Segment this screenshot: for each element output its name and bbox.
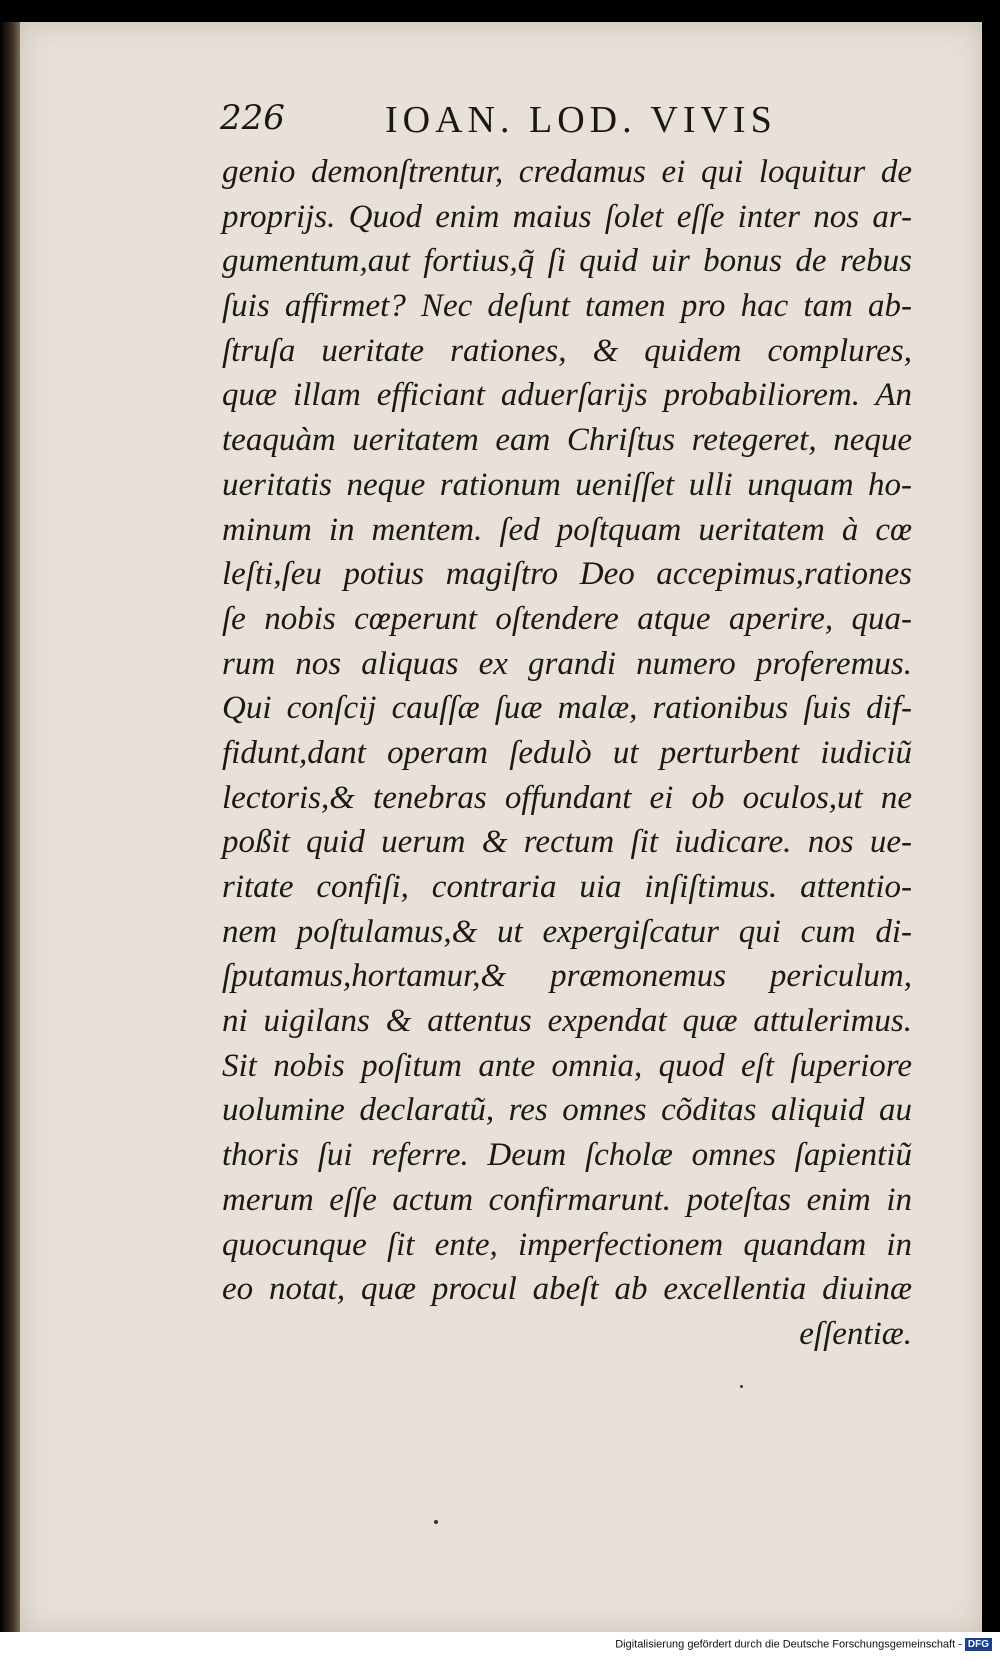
text-line: gumentum,aut fortius,q̃ ſi quid uir bonus de rebus: [222, 243, 912, 280]
text-line: ſuis affirmet? Nec deſunt tamen pro hac tam ab-: [222, 288, 912, 325]
digitization-credit: [615, 1638, 992, 1651]
text-line: genio demonſtrentur, credamus ei qui loquitur de: [222, 154, 912, 190]
body-text: [222, 150, 912, 1357]
text-line: quocunque ſit ente, imperfectionem quandam in: [222, 1226, 912, 1263]
ink-speck: [434, 1520, 438, 1524]
page-header: [220, 98, 860, 144]
text-line: poßit quid uerum & rectum ſit iudicare. nos ue-: [222, 824, 912, 861]
text-line: ſputamus,hortamur,& præmonemus periculum,: [222, 958, 912, 995]
page-number: 226: [220, 98, 285, 138]
text-line: uolumine declaratũ, res omnes cõditas aliquid au: [222, 1092, 912, 1129]
text-line: eo notat, quæ procul abeſt ab excellentia diuinæ: [222, 1271, 912, 1308]
text-line: ni uigilans & attentus expendat quæ attulerimus.: [222, 1003, 912, 1040]
text-line: fidunt,dant operam ſedulò ut perturbent iudiciũ: [222, 734, 912, 771]
credit-text: Digitalisierung gefördert durch die Deutsche Forschungsgemeinschaft -: [615, 1638, 962, 1651]
text-line: quæ illam efficiant aduerſarijs probabiliorem. An: [222, 377, 912, 414]
ink-speck: [740, 1385, 743, 1388]
text-line: merum eſſe actum confirmarunt. poteſtas enim in: [222, 1181, 912, 1218]
text-line: minum in mentem. ſed poſtquam ueritatem à cœ: [222, 511, 912, 548]
text-line: eſſentiæ.: [799, 1315, 912, 1352]
text-line: Qui conſcij cauſſæ ſuæ malæ, rationibus ſuis dif-: [222, 690, 912, 727]
text-line: thoris ſui referre. Deum ſcholæ omnes ſapientiũ: [222, 1137, 912, 1174]
text-line: proprijs. Quod enim maius ſolet eſſe inter nos ar-: [222, 198, 912, 235]
text-line: ſtruſa ueritate rationes, & quidem complures,: [222, 332, 912, 369]
dfg-logo: DFG: [965, 1638, 992, 1651]
text-line: ueritatis neque rationum ueniſſet ulli unquam ho-: [222, 466, 912, 503]
text-line: ritate confiſi, contraria uia inſiſtimus. attentio-: [222, 869, 912, 905]
text-line: nem poſtulamus,& ut expergiſcatur qui cum di-: [222, 913, 912, 950]
text-line: teaquàm ueritatem eam Chriſtus retegeret, neque: [222, 422, 912, 459]
text-line: lectoris,& tenebras offundant ei ob oculos,ut ne: [222, 779, 912, 816]
book-gutter-edge: [0, 22, 20, 1632]
running-title: IOAN. LOD. VIVIS: [385, 99, 777, 141]
text-line: ſe nobis cœperunt oſtendere atque aperire, qua-: [222, 600, 912, 637]
text-line: Sit nobis poſitum ante omnia, quod eſt ſuperiore: [222, 1047, 912, 1084]
text-line: leſti,ſeu potius magiſtro Deo accepimus,rationes: [222, 556, 912, 593]
text-line: rum nos aliquas ex grandi numero proferemus.: [222, 645, 912, 682]
